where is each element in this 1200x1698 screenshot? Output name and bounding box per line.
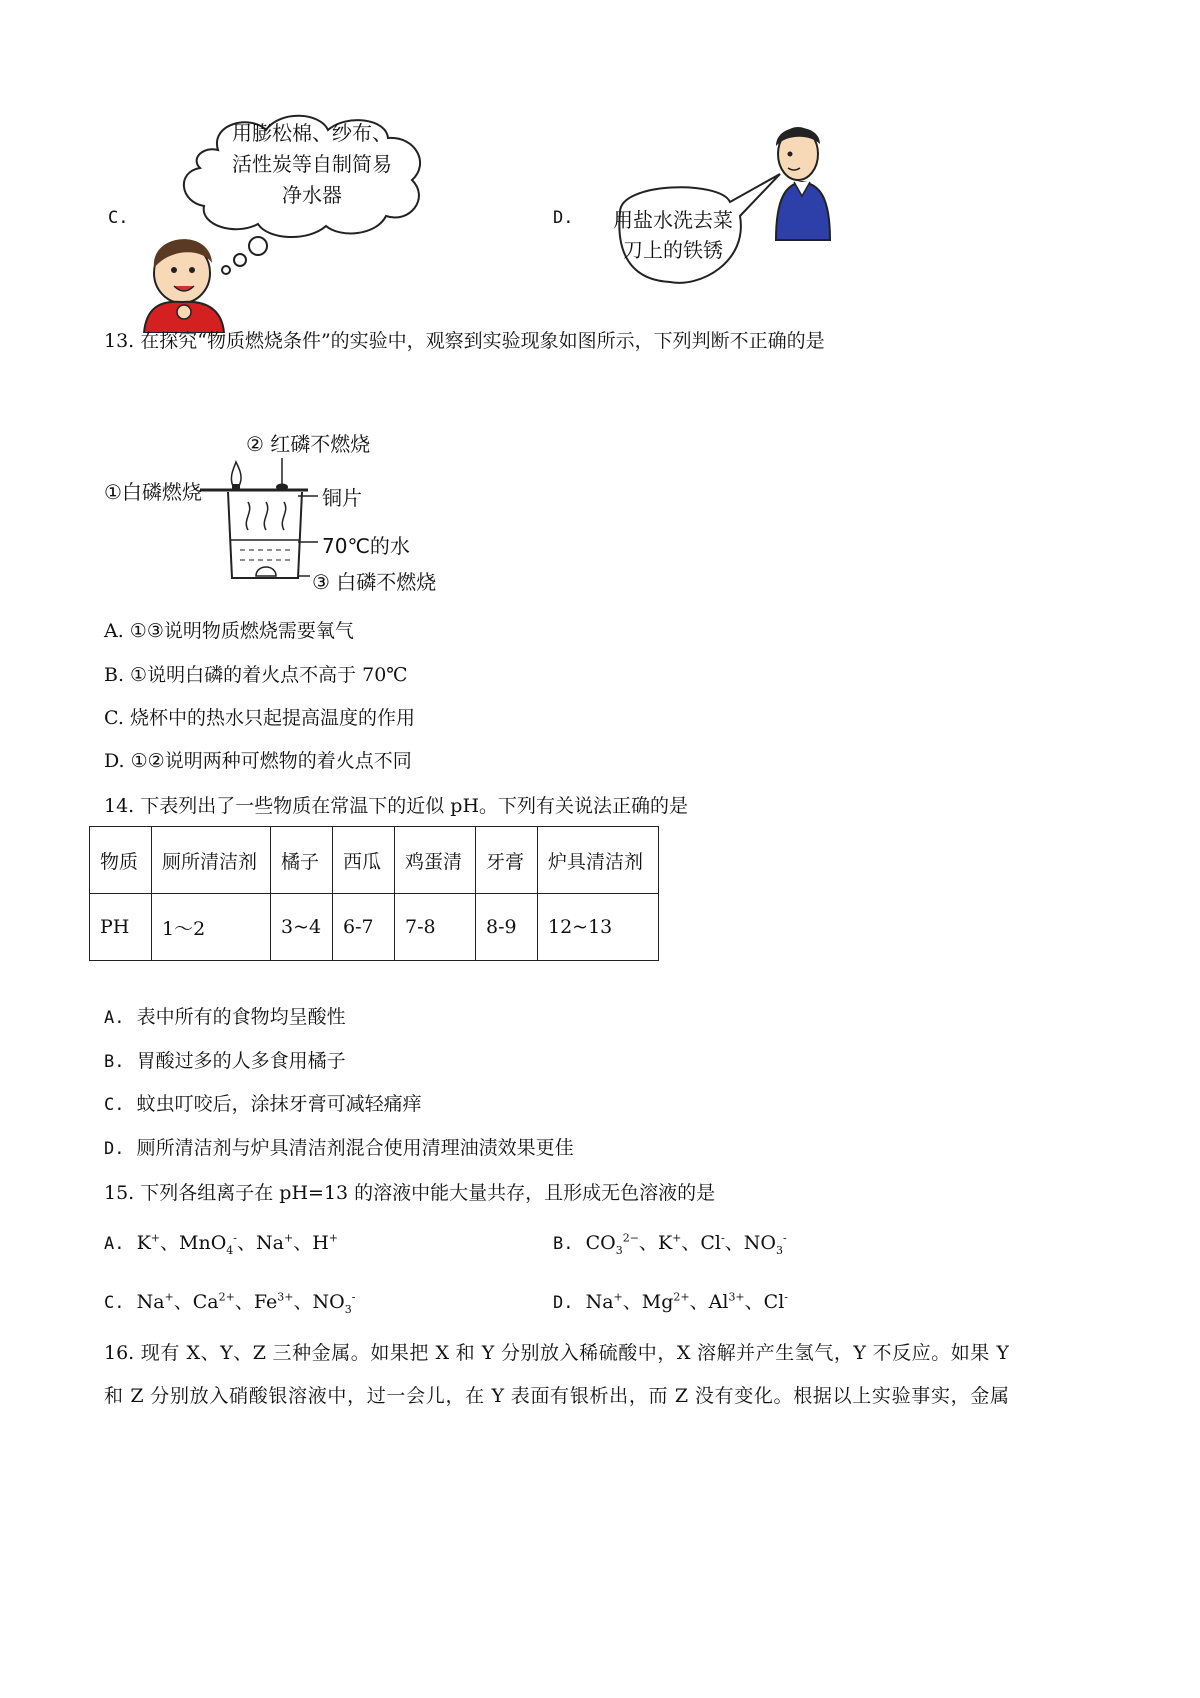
q14-option-b [104,1048,346,1075]
separator: 、 [173,1291,193,1313]
ion: Al [708,1291,729,1313]
separator: 、 [160,1232,180,1254]
ion: NO [743,1232,776,1254]
table-cell: 8-9 [476,894,538,961]
table-cell: PH [90,894,152,961]
separator: 、 [234,1291,254,1313]
q14-option-a [104,1004,346,1031]
ion: Mg [641,1291,674,1313]
ion: Na [136,1291,165,1313]
charge: - [351,1290,356,1304]
q12-c-bubble-text [212,118,412,211]
q15-option-d [553,1289,788,1316]
table-cell: 物质 [90,827,152,894]
separator: 、 [638,1232,658,1254]
q13-stem: 13. 在探究“物质燃烧条件”的实验中，观察到实验现象如图所示，下列判断不正确的是 [104,330,825,352]
ion: CO [585,1232,616,1254]
ion: Cl [763,1291,785,1313]
table-cell: 鸡蛋清 [395,827,476,894]
charge: + [672,1231,682,1245]
label-white-phosphorus-burning: ①白磷燃烧 [104,480,202,504]
ion: Fe [253,1291,278,1313]
separator: 、 [681,1232,701,1254]
option-label: B. [553,1234,574,1254]
ph-table [89,826,659,961]
q14-option-c [104,1091,422,1118]
charge: + [328,1231,339,1245]
ion: NO [312,1291,345,1313]
option-label: B. [104,1052,125,1072]
q16-line-2: 和 Z 分别放入硝酸银溶液中，过一会儿，在 Y 表面有银析出，而 Z 没有变化。根据以上实验事实，金属 [104,1385,1009,1407]
charge: 2+ [673,1290,690,1304]
charge: - [782,1231,787,1245]
q13-option-c: C. 烧杯中的热水只起提高温度的作用 [104,707,415,729]
q13-option-b: B. ①说明白磷的着火点不高于 70℃ [104,664,408,686]
charge: 3+ [277,1290,294,1304]
q13-option-d: D. ①②说明两种可燃物的着火点不同 [104,750,412,772]
subscript: 3 [344,1302,352,1316]
ion: H [312,1232,329,1254]
boy-red-shirt-icon [144,239,224,333]
subscript: 4 [226,1243,234,1257]
bubble-line: 用盐水洗去菜 [613,208,733,232]
charge: + [283,1231,294,1245]
charge: - [233,1231,238,1245]
ion: Cl [700,1232,721,1254]
table-cell: 厕所清洁剂 [152,827,271,894]
table-cell: 炉具清洁剂 [538,827,659,894]
charge: - [721,1231,725,1245]
separator: 、 [622,1291,642,1313]
separator: 、 [689,1291,709,1313]
q12-option-d-label: D. [553,208,574,228]
option-text: 蚊虫叮咬后，涂抹牙膏可减轻痛痒 [136,1093,422,1115]
q13-option-a: A. ①③说明物质燃烧需要氧气 [104,620,354,642]
separator: 、 [293,1291,313,1313]
option-label: C. [104,1293,125,1313]
charge: + [613,1290,623,1304]
man-blue-shirt-icon [776,128,830,240]
option-text: 厕所清洁剂与炉具清洁剂混合使用清理油渍效果更佳 [136,1137,574,1159]
label-red-phosphorus: ② 红磷不燃烧 [246,432,371,456]
ion: K [136,1232,151,1254]
bubble-line: 净水器 [282,183,342,207]
bubble-line: 活性炭等自制简易 [232,152,392,176]
separator: 、 [237,1232,257,1254]
table-row [90,894,659,961]
ion: Na [256,1232,284,1254]
q14-stem: 14. 下表列出了一些物质在常温下的近似 pH。下列有关说法正确的是 [104,795,689,817]
separator: 、 [744,1291,764,1313]
label-copper-plate: 铜片 [322,486,362,510]
table-cell: 7-8 [395,894,476,961]
q15-option-b [553,1230,787,1257]
ion: K [657,1232,673,1254]
option-text: 表中所有的食物均呈酸性 [136,1006,346,1028]
label-hot-water: 70℃的水 [322,534,410,558]
charge: 3+ [728,1290,745,1304]
q14-option-d [104,1135,574,1162]
option-label: A. [104,1234,125,1254]
q16-line-1: 16. 现有 X、Y、Z 三种金属。如果把 X 和 Y 分别放入稀硫酸中，X 溶解并产生氢气，Y 不反应。如果 Y [104,1342,1009,1364]
table-header-row [90,827,659,894]
option-label: D. [553,1293,574,1313]
ion: MnO [179,1232,227,1254]
table-cell: 6-7 [333,894,395,961]
charge: - [784,1290,789,1304]
table-cell: 西瓜 [333,827,395,894]
q12-option-c-label: C. [108,208,129,228]
option-text: 胃酸过多的人多食用橘子 [136,1050,346,1072]
table-cell: 1～2 [152,894,271,961]
q15-option-c [104,1289,355,1316]
ion: Ca [192,1291,219,1313]
label-white-phosphorus-water: ③ 白磷不燃烧 [312,570,437,594]
separator: 、 [724,1232,744,1254]
bubble-line: 刀上的铁锈 [623,238,723,262]
table-cell: 橘子 [271,827,333,894]
subscript: 3 [775,1243,783,1257]
table-cell: 3~4 [271,894,333,961]
charge: + [164,1290,174,1304]
charge: 2+ [218,1290,235,1304]
option-label: D. [104,1139,125,1159]
charge: 2− [622,1231,639,1245]
subscript: 3 [615,1243,623,1257]
q15-option-a [104,1230,338,1257]
table-cell: 12~13 [538,894,659,961]
bubble-line: 用膨松棉、纱布、 [232,121,392,145]
option-label: C. [104,1095,125,1115]
separator: 、 [293,1232,313,1254]
q12-d-bubble-text [598,205,748,265]
ion: Na [585,1291,614,1313]
charge: + [150,1231,160,1245]
q15-stem: 15. 下列各组离子在 pH=13 的溶液中能大量共存，且形成无色溶液的是 [104,1182,716,1204]
table-cell: 牙膏 [476,827,538,894]
option-label: A. [104,1008,125,1028]
